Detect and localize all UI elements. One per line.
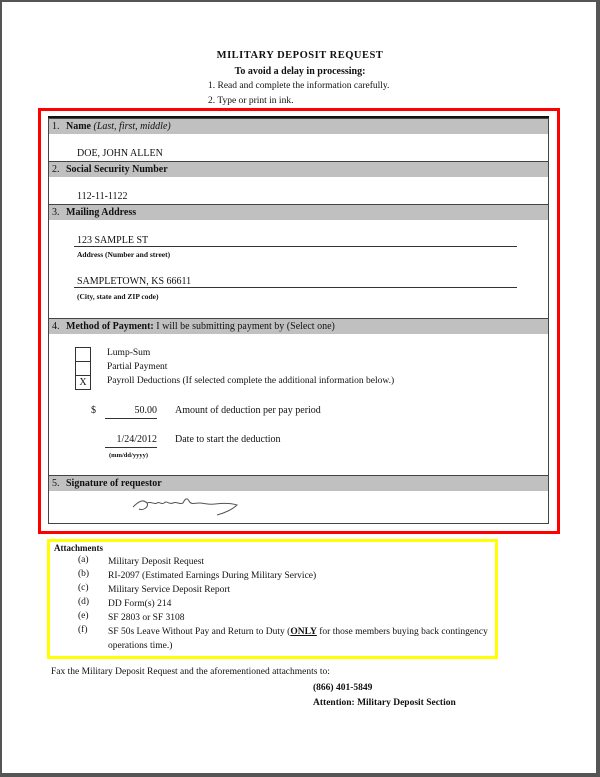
- city-state-zip-field[interactable]: SAMPLETOWN, KS 66611: [77, 276, 192, 287]
- section-label: Social Security Number: [66, 164, 168, 175]
- city-underline: [74, 278, 517, 288]
- payroll-deductions-label: Payroll Deductions (If selected complete the additional information below.): [107, 376, 395, 386]
- section-label: Mailing Address: [66, 207, 137, 218]
- deduction-amount-label: Amount of deduction per pay period: [175, 405, 321, 416]
- name-field[interactable]: DOE, JOHN ALLEN: [77, 148, 163, 159]
- instruction-1: 1. Read and complete the information carefully.: [208, 81, 390, 91]
- section-label: Signature of requestor: [66, 478, 162, 489]
- section-label: Name: [66, 121, 91, 132]
- section-address-header: 3. Mailing Address: [49, 204, 548, 220]
- lump-sum-label: Lump-Sum: [107, 348, 151, 358]
- payroll-deductions-checkbox[interactable]: X: [75, 375, 91, 390]
- fax-instruction: Fax the Military Deposit Request and the aforementioned attachments to:: [51, 667, 330, 677]
- street-caption: Address (Number and street): [77, 250, 171, 259]
- city-caption: (City, state and ZIP code): [77, 292, 159, 301]
- section-hint: (Last, first, middle): [93, 121, 171, 132]
- document-subtitle: To avoid a delay in processing:: [234, 66, 366, 77]
- document-title: MILITARY DEPOSIT REQUEST: [216, 50, 384, 61]
- deposit-request-form: [48, 118, 549, 524]
- currency-symbol: $: [91, 405, 96, 416]
- signature-image: [129, 491, 244, 526]
- deduction-amount-field[interactable]: 50.00: [105, 405, 157, 419]
- section-hint: I will be submitting payment by (Select one): [156, 321, 335, 332]
- emphasis-only: ONLY: [290, 627, 317, 637]
- date-format-hint: (mm/dd/yyyy): [109, 452, 148, 459]
- lump-sum-checkbox[interactable]: [75, 347, 91, 362]
- section-label: Method of Payment:: [66, 321, 154, 332]
- section-name-header: 1. Name (Last, first, middle): [49, 118, 548, 134]
- attachments-highlight-box: Attachments (a) Military Deposit Request (b) RI-2097 (Estimated Earnings During Military Service) (c) Military Service Deposit Report (d) DD Form(s) 214 (e) SF 2803 or SF 3108 (f) SF 50s Leave Without Pay and Return to Duty (ONLY for those members buying back contingency operations time.): [47, 539, 498, 659]
- partial-payment-checkbox[interactable]: [75, 361, 91, 376]
- deduction-start-date-label: Date to start the deduction: [175, 434, 281, 445]
- fax-number: (866) 401-5849: [313, 683, 373, 693]
- street-address-field[interactable]: 123 SAMPLE ST: [77, 235, 149, 246]
- section-payment-header: 4. Method of Payment: I will be submitting payment by (Select one): [49, 318, 548, 334]
- instruction-2: 2. Type or print in ink.: [208, 96, 294, 106]
- section-signature-header: 5. Signature of requestor: [49, 475, 548, 491]
- fax-attention: Attention: Military Deposit Section: [313, 698, 456, 708]
- section-ssn-header: 2. Social Security Number: [49, 161, 548, 177]
- partial-payment-label: Partial Payment: [107, 362, 168, 372]
- deduction-start-date-field[interactable]: 1/24/2012: [105, 434, 157, 448]
- attachments-title: Attachments: [54, 543, 103, 553]
- street-underline: [74, 237, 517, 247]
- ssn-field[interactable]: 112-11-1122: [77, 191, 128, 202]
